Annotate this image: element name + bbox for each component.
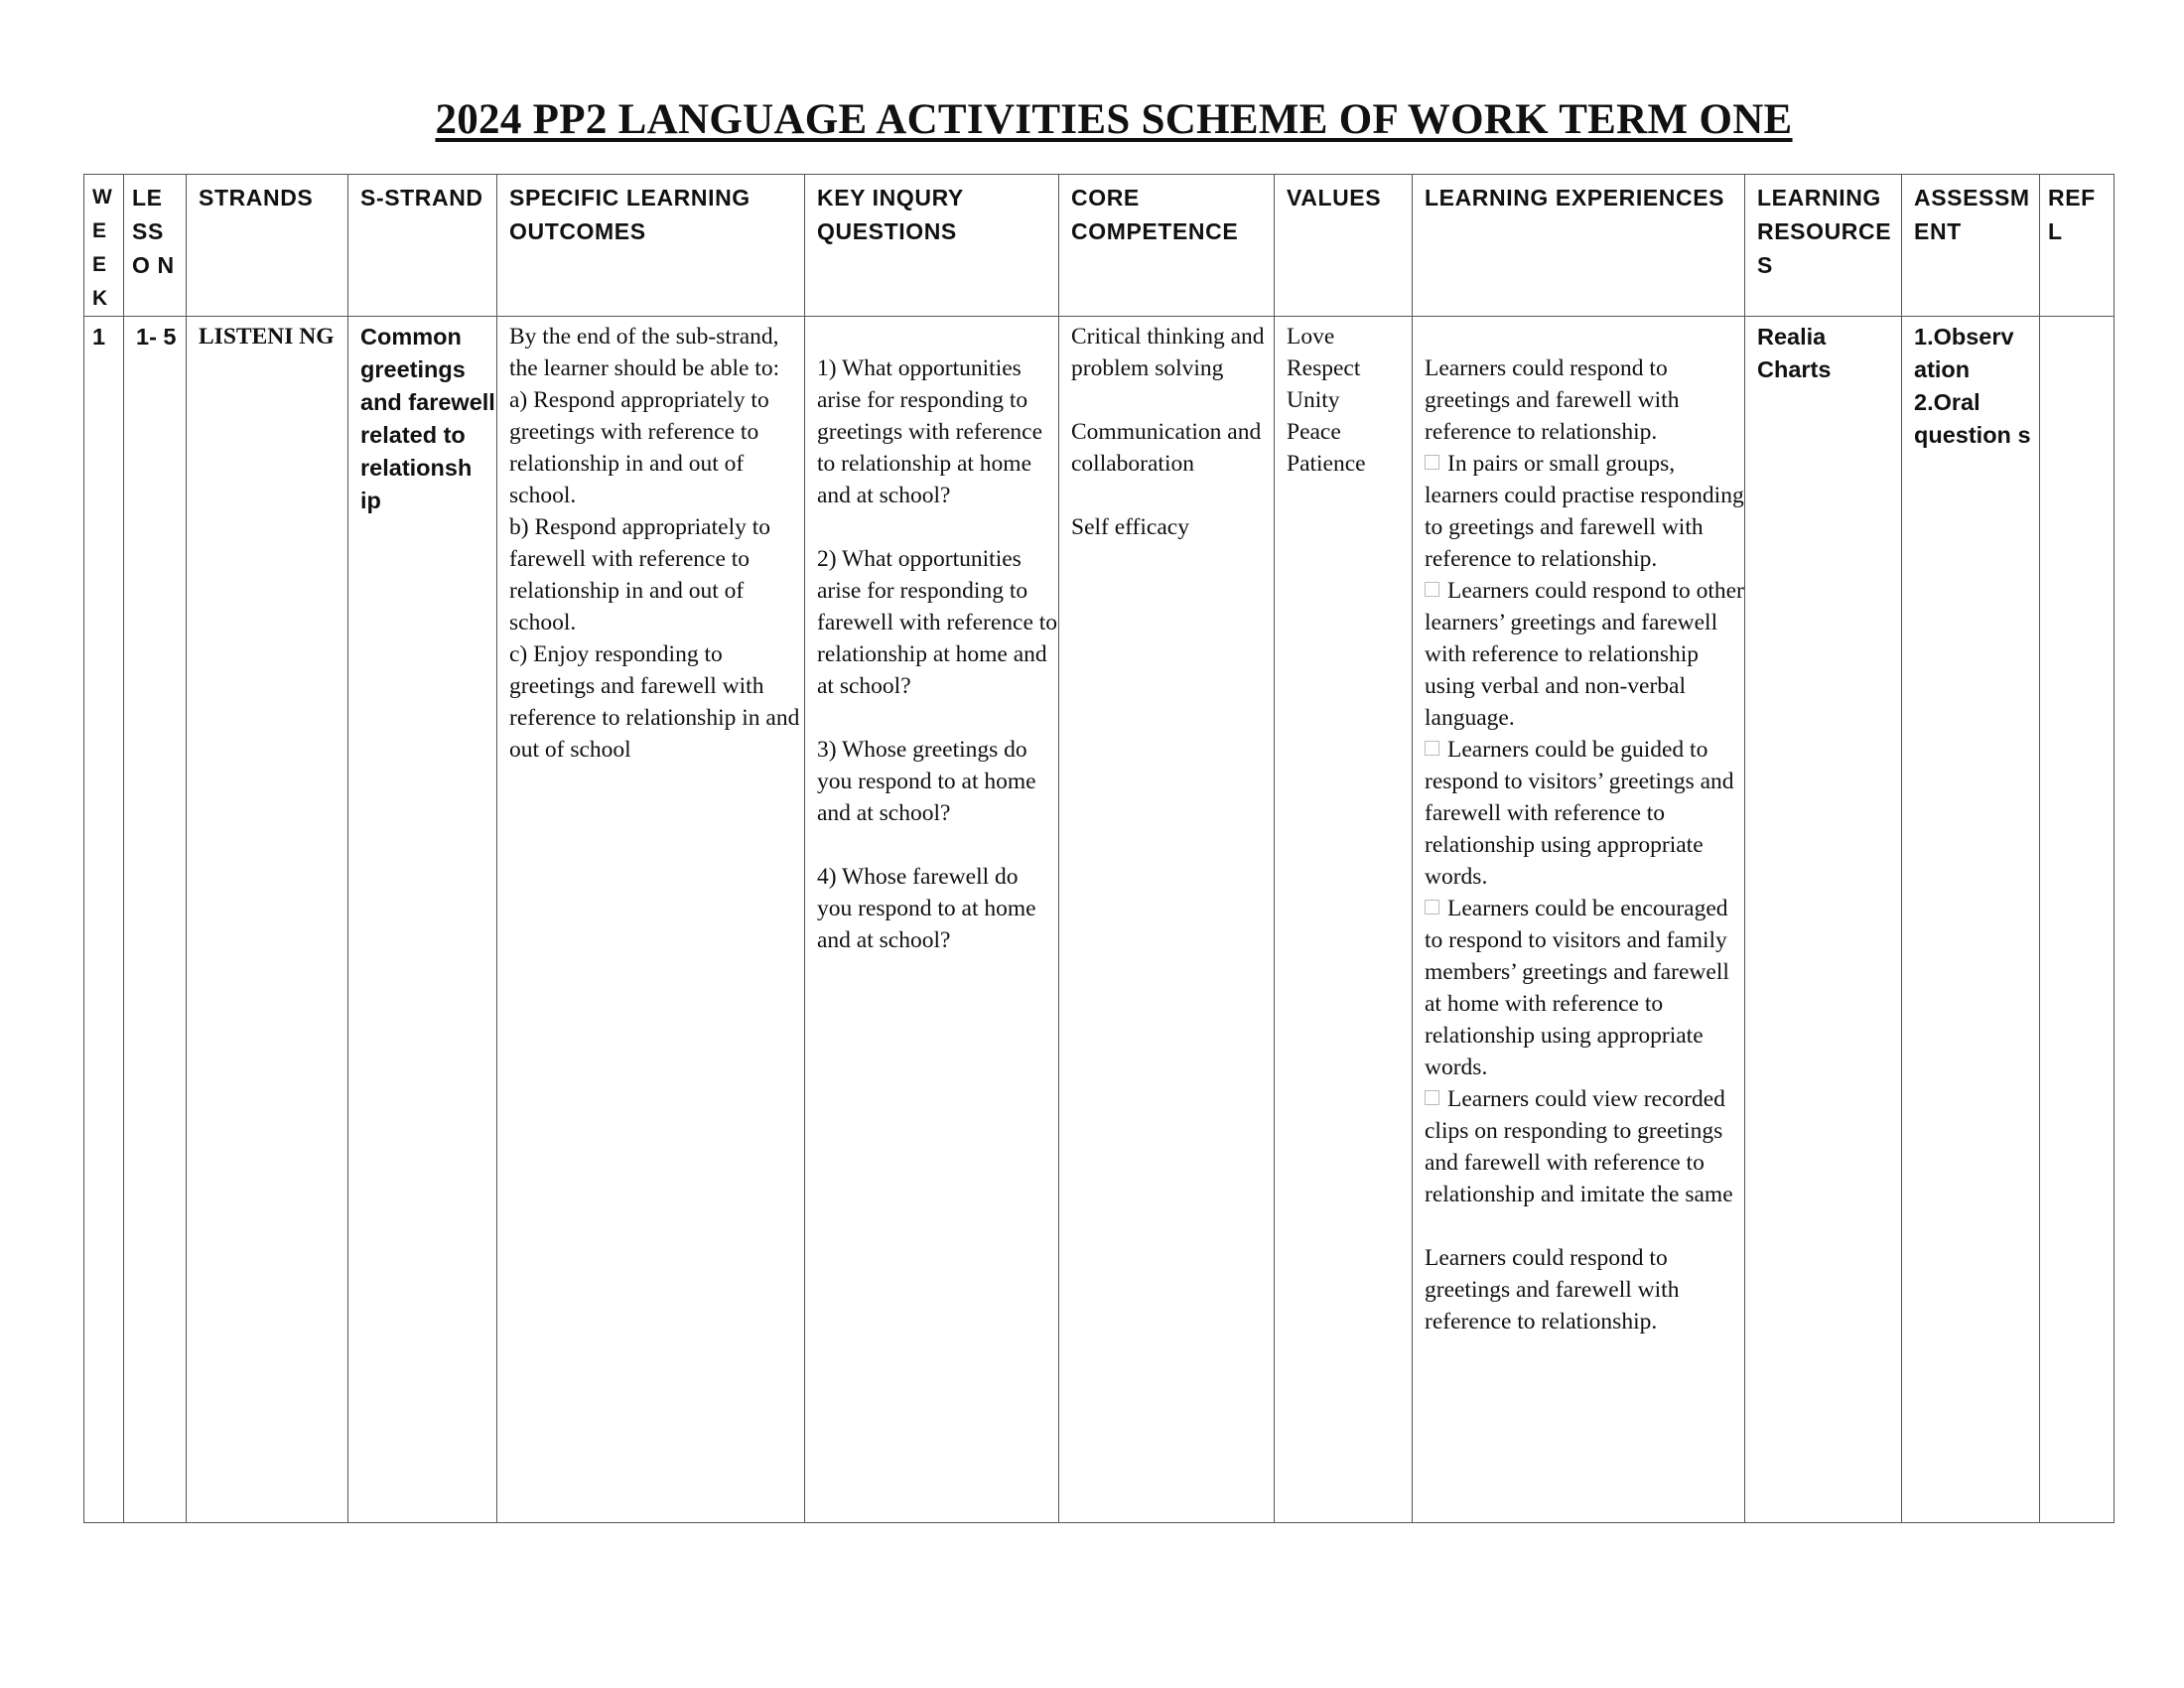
lesson-range: 1- 5 (136, 324, 177, 350)
strand-text: LISTENI NG (199, 324, 335, 350)
cell-strand (187, 317, 348, 1523)
competence-item: Critical thinking and problem solving (1071, 324, 1265, 381)
cell-values (1275, 317, 1413, 1523)
resource-item: Charts (1757, 356, 1832, 382)
header-core-competence: CORE COMPETENCE (1059, 175, 1275, 317)
week-number: 1 (92, 324, 106, 350)
header-lesson: LE SS O N (124, 175, 187, 317)
cell-key-inquiry (805, 317, 1059, 1523)
header-values: VALUES (1275, 175, 1413, 317)
experience-bullet: Learners could be encouraged to respond to visitors and family members’ greetings and farewell at home with reference to relationship using appropriate words. (1425, 896, 1729, 1080)
outcome-item: a) Respond appropriately to greetings with reference to relationship in and out of school. (509, 387, 769, 508)
value-item: Patience (1287, 451, 1366, 477)
experience-bullet: Learners could be guided to respond to visitors’ greetings and farewell with reference to relationship using appropriate words. (1425, 737, 1734, 890)
header-key-inquiry: KEY INQURY QUESTIONS (805, 175, 1059, 317)
inquiry-question: 3) Whose greetings do you respond to at home and at school? (817, 737, 1036, 826)
experience-bullet: In pairs or small groups, learners could practise responding to greetings and farewell with reference to relationship. (1425, 451, 1744, 572)
cell-sub-strand (348, 317, 497, 1523)
competence-item: Communication and collaboration (1071, 419, 1262, 477)
experience-bullet: Learners could respond to other learners’ greetings and farewell with reference to relationship using verbal and non-verbal language. (1425, 578, 1744, 731)
cell-week (84, 317, 124, 1523)
resource-item: Realia (1757, 324, 1827, 350)
outcome-intro: By the end of the sub-strand, the learner should be able to: (509, 324, 780, 381)
experience-intro: Learners could respond to greetings and farewell with reference to relationship. (1425, 355, 1680, 445)
experience-outro: Learners could respond to greetings and farewell with reference to relationship. (1425, 1245, 1680, 1335)
checkbox-bullet-icon (1425, 1090, 1439, 1105)
value-item: Peace (1287, 419, 1341, 445)
cell-learning-resources (1745, 317, 1902, 1523)
header-learning-outcomes: SPECIFIC LEARNING OUTCOMES (497, 175, 805, 317)
header-strands: STRANDS (187, 175, 348, 317)
assessment-item: 2.Oral question s (1914, 389, 2031, 448)
value-item: Love (1287, 324, 1335, 350)
checkbox-bullet-icon (1425, 741, 1439, 756)
outcome-item: b) Respond appropriately to farewell with reference to relationship in and out of school. (509, 514, 771, 635)
header-learning-experiences: LEARNING EXPERIENCES (1413, 175, 1745, 317)
header-reflection: REF L (2040, 175, 2115, 317)
experience-bullet: Learners could view recorded clips on responding to greetings and farewell with reference to relationship and imitate the same (1425, 1086, 1733, 1207)
header-row (84, 175, 2115, 317)
assessment-item: 1.Observ ation (1914, 324, 2014, 382)
checkbox-bullet-icon (1425, 582, 1439, 597)
inquiry-question: 4) Whose farewell do you respond to at home and at school? (817, 864, 1036, 953)
cell-reflection (2040, 317, 2115, 1523)
outcome-item: c) Enjoy responding to greetings and farewell with reference to relationship in and out of school (509, 641, 800, 763)
checkbox-bullet-icon (1425, 900, 1439, 914)
inquiry-question: 1) What opportunities arise for responding to greetings with reference to relationship at home and at school? (817, 355, 1043, 508)
sub-strand-text: Common greetings and farewell related to relationsh ip (360, 324, 495, 513)
scheme-of-work-table (83, 174, 2115, 1523)
header-sub-strand: S-STRAND (348, 175, 497, 317)
cell-learning-experiences (1413, 317, 1745, 1523)
page-title: 2024 PP2 LANGUAGE ACTIVITIES SCHEME OF WORK TERM ONE (435, 96, 1793, 143)
competence-item: Self efficacy (1071, 514, 1189, 540)
inquiry-question: 2) What opportunities arise for responding to farewell with reference to relationship at home and at school? (817, 546, 1058, 699)
cell-core-competence (1059, 317, 1275, 1523)
cell-learning-outcomes (497, 317, 805, 1523)
checkbox-bullet-icon (1425, 455, 1439, 470)
header-assessment: ASSESSM ENT (1902, 175, 2040, 317)
table-row (84, 317, 2115, 1523)
value-item: Unity (1287, 387, 1340, 413)
cell-assessment (1902, 317, 2040, 1523)
header-week: W E E K (84, 175, 124, 317)
value-item: Respect (1287, 355, 1361, 381)
cell-lesson (124, 317, 187, 1523)
header-learning-resources: LEARNING RESOURCE S (1745, 175, 1902, 317)
